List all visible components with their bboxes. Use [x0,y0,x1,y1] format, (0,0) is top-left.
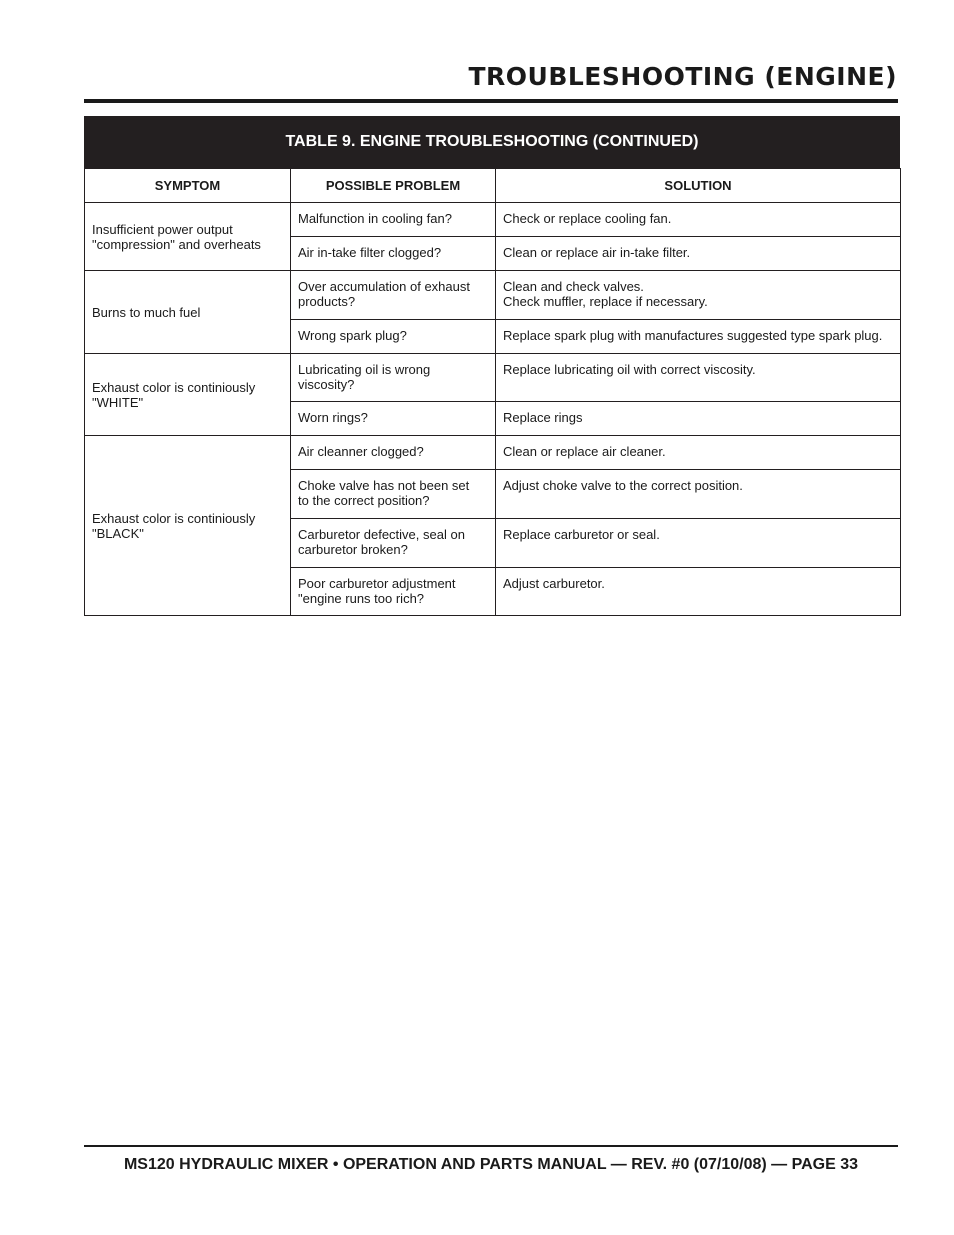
solution-cell: Clean or replace air in-take filter. [496,237,901,271]
symptom-cell: Insufficient power output "compression" and overheats [85,203,291,271]
problem-cell: Carburetor defective, seal on carburetor broken? [291,519,496,568]
table-body [84,168,901,616]
table-row [85,203,901,237]
solution-cell: Replace rings [496,402,901,436]
solution-cell: Replace spark plug with manufactures suggested type spark plug. [496,320,901,354]
solution-cell: Check or replace cooling fan. [496,203,901,237]
symptom-cell: Exhaust color is continiously "BLACK" [85,436,291,616]
problem-cell: Poor carburetor adjustment "engine runs too rich? [291,568,496,616]
problem-cell: Malfunction in cooling fan? [291,203,496,237]
table-row [85,436,901,470]
table-row [85,354,901,402]
troubleshooting-table [84,116,900,616]
table-caption: TABLE 9. ENGINE TROUBLESHOOTING (CONTINUED) [84,116,900,168]
solution-cell: Replace lubricating oil with correct viscosity. [496,354,901,402]
problem-cell: Lubricating oil is wrong viscosity? [291,354,496,402]
table-header-row [85,169,901,203]
problem-cell: Over accumulation of exhaust products? [291,271,496,320]
column-header-solution: SOLUTION [496,169,901,203]
solution-cell: Adjust choke valve to the correct position. [496,470,901,519]
solution-cell: Adjust carburetor. [496,568,901,616]
problem-cell: Worn rings? [291,402,496,436]
problem-cell: Wrong spark plug? [291,320,496,354]
page-title: TROUBLESHOOTING (ENGINE) [468,62,897,91]
solution-cell: Replace carburetor or seal. [496,519,901,568]
problem-cell: Air in-take filter clogged? [291,237,496,271]
solution-cell: Clean and check valves. Check muffler, replace if necessary. [496,271,901,320]
table-row [85,271,901,320]
column-header-problem: POSSIBLE PROBLEM [291,169,496,203]
page-footer: MS120 HYDRAULIC MIXER • OPERATION AND PARTS MANUAL — REV. #0 (07/10/08) — PAGE 33 [123,1156,859,1173]
symptom-cell: Exhaust color is continiously "WHITE" [85,354,291,436]
problem-cell: Choke valve has not been set to the correct position? [291,470,496,519]
column-header-symptom: SYMPTOM [85,169,291,203]
symptom-cell: Burns to much fuel [85,271,291,354]
footer-rule [84,1145,898,1147]
problem-cell: Air cleanner clogged? [291,436,496,470]
solution-cell: Clean or replace air cleaner. [496,436,901,470]
title-rule [84,99,898,103]
